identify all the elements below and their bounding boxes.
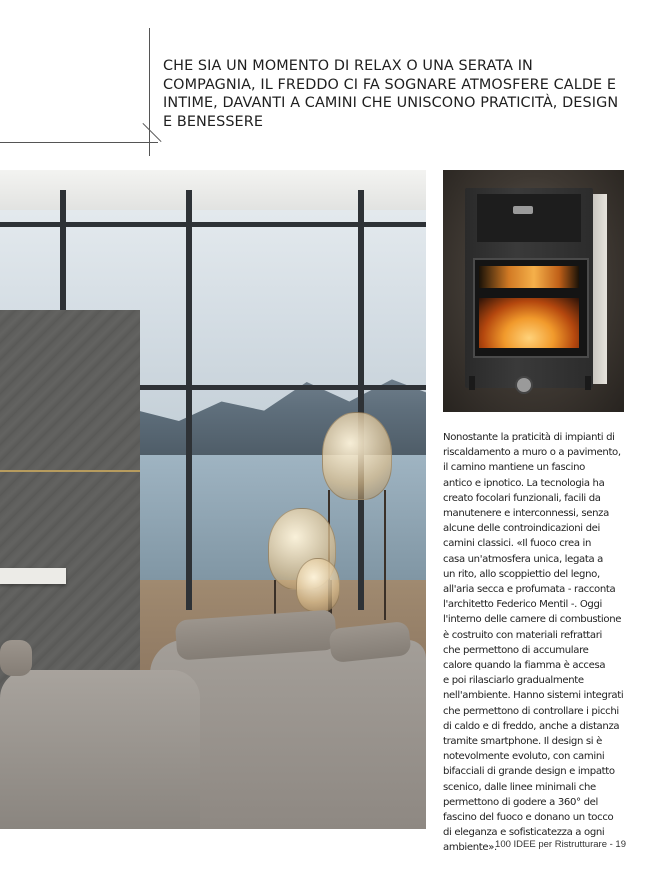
- glass-lamp: [322, 412, 392, 500]
- lamp-stand: [384, 490, 386, 620]
- body-line: calore quando la fiamma è accesa: [443, 660, 606, 672]
- crop-mark-diagonal: [142, 123, 161, 142]
- body-line: camini classici. «Il fuoco crea in: [443, 538, 592, 550]
- body-line: l'architetto Federico Mentil -. Oggi: [443, 599, 602, 611]
- white-shelf: [0, 568, 66, 584]
- headline-line: CHE SIA UN MOMENTO DI RELAX O UNA SERATA IN: [163, 58, 533, 74]
- body-line: manutenere e interconnessi, senza: [443, 508, 609, 520]
- body-line: tramite smartphone. Il design si è: [443, 736, 602, 748]
- headline-line: E BENESSERE: [163, 113, 264, 130]
- body-line: permettono di godere a 360° del: [443, 796, 598, 808]
- body-line: Nonostante la praticità di impianti di: [443, 432, 615, 443]
- body-line: creato focolari funzionali, facili da: [443, 492, 601, 504]
- window-mullion: [186, 190, 192, 610]
- fireplace-leg: [469, 376, 475, 390]
- body-line: notevolmente evoluto, con camini: [443, 751, 605, 763]
- fireplace-handle: [513, 206, 533, 214]
- body-line: di eleganza e sofisticatezza a ogni: [443, 827, 605, 839]
- crop-mark-horizontal: [0, 142, 158, 143]
- window-mullion: [358, 190, 364, 610]
- body-line: il camino mantiene un fascino: [443, 462, 585, 474]
- body-line: che permettono di accumulare: [443, 644, 589, 656]
- interior-photo: [0, 170, 426, 829]
- headline: [163, 57, 633, 131]
- sofa-cushion: [0, 640, 32, 676]
- headline-line: INTIME, DAVANTI A CAMINI CHE UNISCONO PRATICITÀ, DESIGN: [163, 95, 619, 112]
- body-line: e poi rilasciarlo gradualmente: [443, 675, 584, 687]
- fireplace-wheel: [515, 376, 533, 394]
- body-line: è costruito con materiali refrattari: [443, 629, 603, 641]
- headline-line: COMPAGNIA, IL FREDDO CI FA SOGNARE ATMOSFERE CALDE E: [163, 76, 617, 93]
- body-line: alcune delle controindicazioni dei: [443, 523, 600, 535]
- body-line: l'interno delle camere di combustione: [443, 614, 622, 626]
- crop-mark-vertical: [149, 28, 150, 156]
- body-line: un rito, allo scoppiettio del legno,: [443, 568, 600, 580]
- body-line: all'aria secca e profumata - racconta: [443, 584, 616, 596]
- fireplace-leg: [585, 376, 591, 390]
- brass-inlay: [0, 470, 140, 472]
- body-line: casa un'atmosfera unica, legata a: [443, 553, 604, 565]
- fireplace-side-panel: [593, 194, 607, 384]
- body-line: scenico, dalle linee minimali che: [443, 781, 596, 793]
- body-line: di caldo e di freddo, anche a distanza: [443, 720, 620, 732]
- fireplace-flame-upper: [479, 266, 579, 288]
- body-line: ambiente».: [443, 842, 497, 854]
- body-line: antico e ipnotico. La tecnologia ha: [443, 477, 605, 489]
- article-body: [443, 430, 629, 856]
- page-footer: 100 IDEE per Ristrutturare - 19: [495, 839, 626, 850]
- body-line: fascino del fuoco e donano un tocco: [443, 812, 614, 824]
- body-line: bifacciali di grande design e impatto: [443, 766, 615, 778]
- body-line: riscaldamento a muro o a pavimento,: [443, 447, 621, 459]
- body-line: che permettono di controllare i picchi: [443, 705, 619, 717]
- fireplace-product-photo: [443, 170, 624, 412]
- glass-lamp: [296, 558, 340, 612]
- sofa-seat: [0, 670, 200, 829]
- body-line: nell'ambiente. Hanno sistemi integrati: [443, 690, 624, 702]
- fireplace-hood: [477, 194, 581, 242]
- fireplace-flame: [479, 298, 579, 348]
